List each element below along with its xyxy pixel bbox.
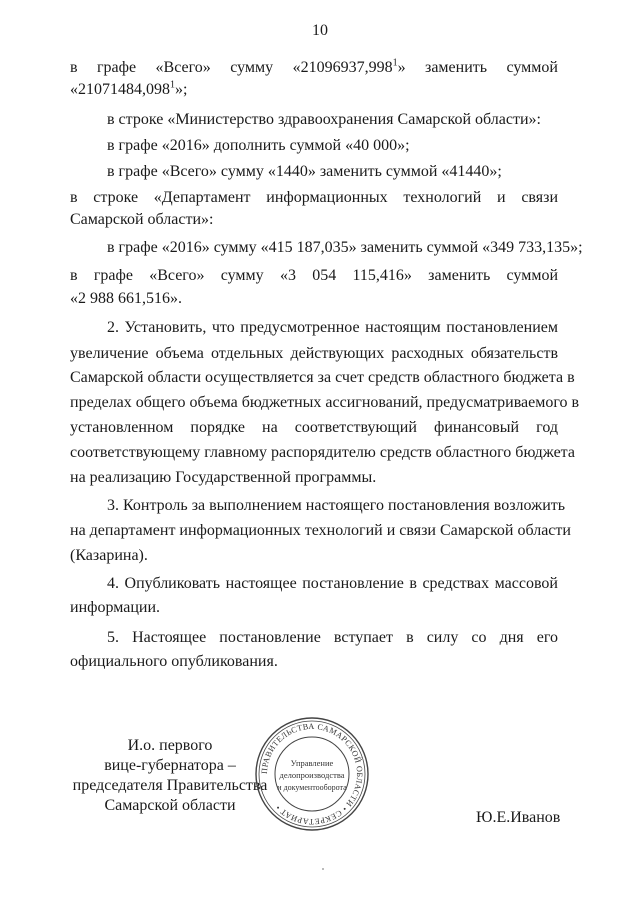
point2-line-6: соответствующему главному распорядителю средств областного бюджета <box>70 444 575 461</box>
point3-line-2: на департамент информационных технологий и связи Самарской области <box>70 522 571 539</box>
seal-center-line-3: и документооборота <box>277 783 347 792</box>
point2-line-4: пределах общего объема бюджетных ассигнований, предусматриваемого в <box>70 394 580 411</box>
amendment-line-3: в строке «Министерство здравоохранения Самарской области»: <box>107 111 541 128</box>
seal-center-line-1: Управление <box>290 758 334 768</box>
amendment-line-10: «2 988 661,516». <box>70 290 182 307</box>
point4-line-2: информации. <box>70 599 161 616</box>
signature-title-line-3: председателя Правительства <box>72 777 268 794</box>
signer-name: Ю.Е.Иванов <box>476 809 561 826</box>
scan-speck <box>322 868 324 870</box>
point2-line-1: 2. Установить, что предусмотренное настоящим постановлением <box>107 319 558 336</box>
signature-title-line-4: Самарской области <box>104 797 236 814</box>
amendment-line-4: в графе «2016» дополнить суммой «40 000»; <box>107 137 410 154</box>
point2-line-2: увеличение объема отдельных действующих расходных обязательств <box>70 345 558 362</box>
point2-line-3: Самарской области осуществляется за счет средств областного бюджета в <box>70 369 575 386</box>
amendment-line-1: в графе «Всего» сумму «21096937,998$^1$» заменить суммой <box>70 57 558 76</box>
seal-center-line-2: делопроизводства <box>279 770 345 780</box>
signature-title-line-1: И.о. первого <box>127 737 213 754</box>
point3-line-3: (Казарина). <box>70 547 148 564</box>
page-number: 10 <box>312 22 328 39</box>
amendment-line-6: в строке «Департамент информационных технологий и связи <box>70 189 558 206</box>
amendment-line-7: Самарской области»: <box>70 211 214 228</box>
point4-line-1: 4. Опубликовать настоящее постановление в средствах массовой <box>107 575 558 592</box>
point2-line-7: на реализацию Государственной программы. <box>70 469 377 486</box>
point3-line-1: 3. Контроль за выполнением настоящего постановления возложить <box>107 497 566 514</box>
amendment-line-8: в графе «2016» сумму «415 187,035» заменить суммой «349 733,135»; <box>107 239 583 256</box>
amendment-line-9: в графе «Всего» сумму «3 054 115,416» заменить суммой <box>70 267 558 284</box>
official-seal <box>254 716 370 832</box>
point5-line-2: официального опубликования. <box>70 653 278 670</box>
point2-line-5: установленном порядке на соответствующий финансовый год <box>70 419 558 436</box>
signature-title-line-2: вице-губернатора – <box>104 757 236 774</box>
seal-ring-text: ПРАВИТЕЛЬСТВА САМАРСКОЙ ОБЛАСТИ • СЕКРЕТАРИАТ • <box>259 721 365 827</box>
amendment-line-2: «21071484,098$^1$»; <box>70 79 188 98</box>
point5-line-1: 5. Настоящее постановление вступает в силу со дня его <box>107 629 558 646</box>
amendment-line-5: в графе «Всего» сумму «1440» заменить суммой «41440»; <box>107 163 502 180</box>
